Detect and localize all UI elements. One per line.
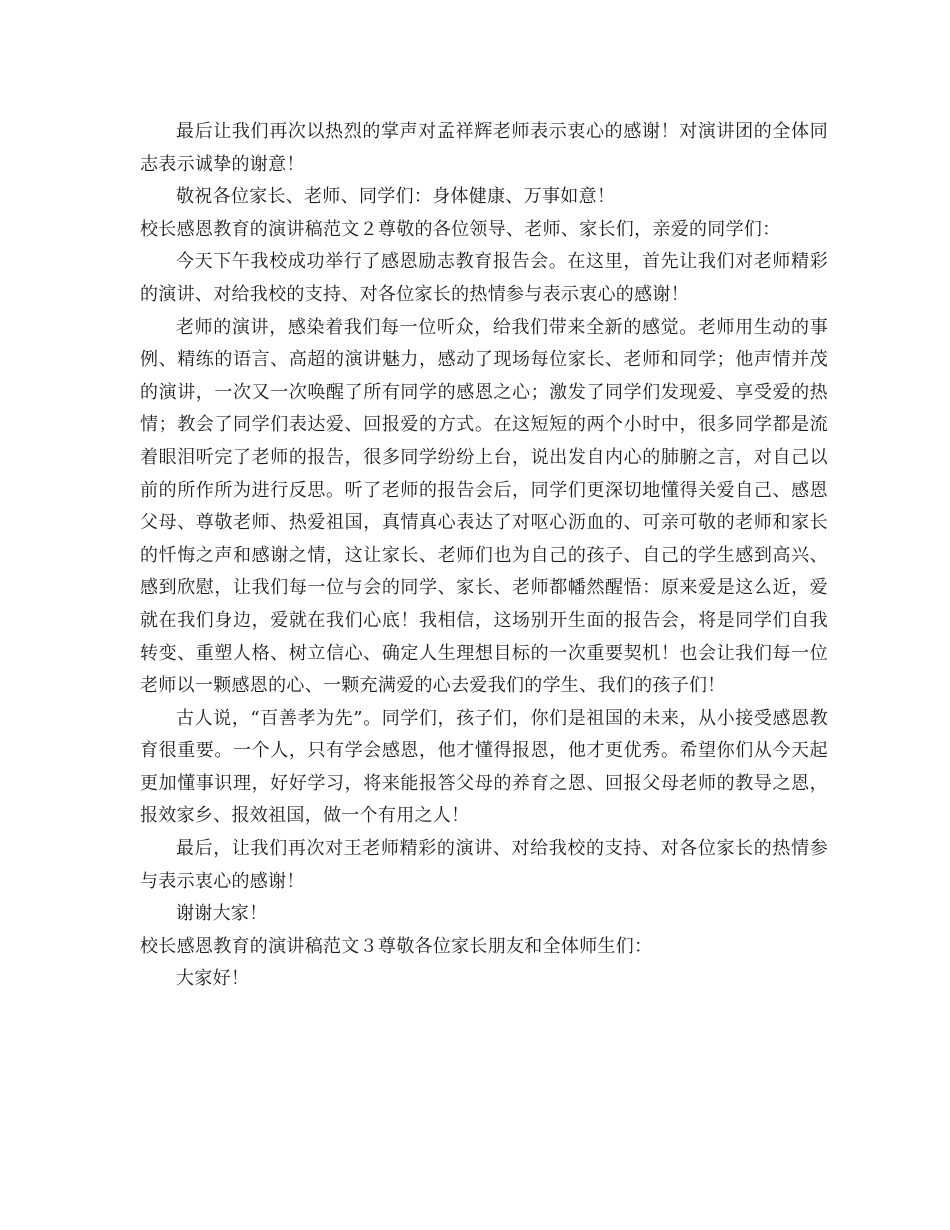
paragraph-closing-thanks: 最后让我们再次以热烈的掌声对孟祥辉老师表示衷心的感谢！对演讲团的全体同志表示诚挚的谢意！ (140, 121, 828, 175)
paragraph-wishes: 敬祝各位家长、老师、同学们：身体健康、万事如意！ (176, 186, 616, 208)
paragraph-greeting: 大家好！ (176, 968, 250, 990)
paragraph-thank-you: 谢谢大家！ (176, 903, 268, 925)
paragraph-speech-impact: 老师的演讲，感染着我们每一位听众，给我们带来全新的感觉。老师用生动的事例、精练的语言、高超的演讲魅力，感动了现场每位家长、老师和同学；他声情并茂的演讲，一次又一次唤醒了所有同学的感恩之心；激发了同学们发现爱、享受爱的热情；教会了同学们表达爱、回报爱的方式。在这短短的两个小时中，很多同学都是流着眼泪听完了老师的报告，很多同学纷纷上台，说出发自内心的肺腑之言，对自己以前的所作所为进行反思。听了老师的报告会后，同学们更深切地懂得关爱自己、感恩父母、尊敬老师、热爱祖国，真情真心表达了对呕心沥血的、可亲可敬的老师和家长的忏悔之声和感谢之情，这让家长、老师们也为自己的孩子、自己的学生感到高兴、感到欣慰，让我们每一位与会的同学、家长、老师都幡然醒悟：原来爱是这么近，爱就在我们身边，爱就在我们心底！我相信，这场别开生面的报告会，将是同学们自我转变、重塑人格、树立信心、确定人生理想目标的一次重要契机！也会让我们每一位老师以一颗感恩的心、一颗充满爱的心去爱我们的学生、我们的孩子们！ (140, 316, 828, 697)
document-body (140, 116, 828, 996)
paragraph-report-meeting: 今天下午我校成功举行了感恩励志教育报告会。在这里，首先让我们对老师精彩的演讲、对给我校的支持、对各位家长的热情参与表示衷心的感谢！ (140, 251, 828, 305)
section-heading-3: 校长感恩教育的演讲稿范文３尊敬各位家长朋友和全体师生们： (140, 935, 653, 957)
paragraph-filial-piety: 古人说，“百善孝为先”。同学们，孩子们，你们是祖国的未来，从小接受感恩教育很重要。一个人，只有学会感恩，他才懂得报恩，他才更优秀。希望你们从今天起更加懂事识理，好好学习，将来能报答父母的养育之恩、回报父母老师的教导之恩，报效家乡、报效祖国，做一个有用之人！ (140, 707, 828, 827)
section-heading-2: 校长感恩教育的演讲稿范文２尊敬的各位领导、老师、家长们，亲爱的同学们： (140, 218, 781, 240)
paragraph-final-thanks: 最后，让我们再次对王老师精彩的演讲、对给我校的支持、对各位家长的热情参与表示衷心的感谢！ (140, 838, 828, 892)
